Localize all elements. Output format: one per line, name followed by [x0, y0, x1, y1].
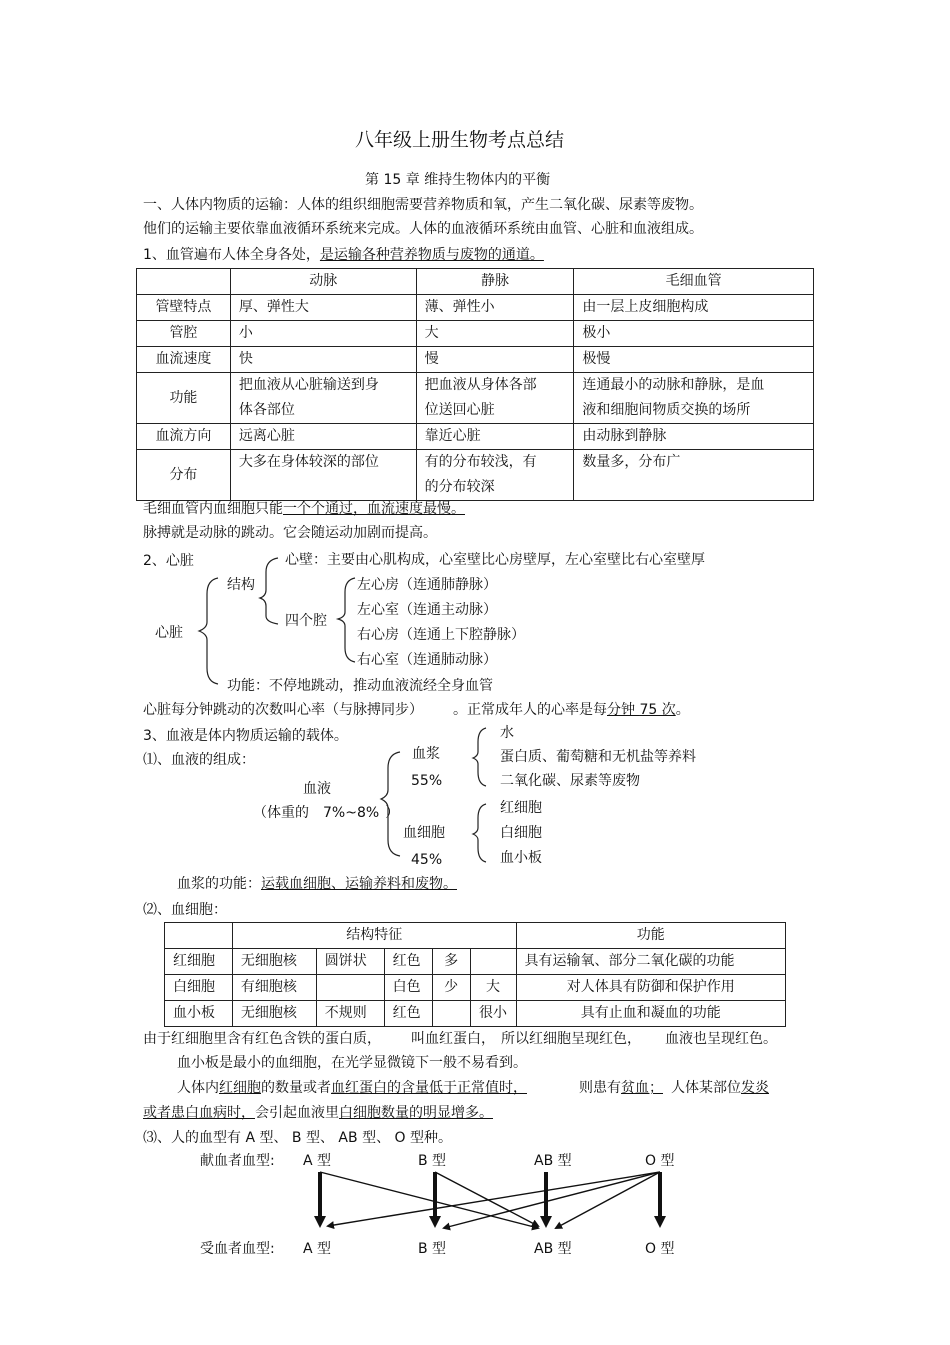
cells-heading: ⑵、血细胞：	[143, 902, 227, 918]
blood-cells-percent: 45%	[411, 852, 443, 868]
section-2-heading: 2、心脏	[143, 553, 194, 569]
brace-plasma	[473, 728, 486, 786]
artery-cell: 厚、弹性大	[230, 295, 416, 321]
cell-item: 红细胞	[500, 800, 542, 816]
chamber-item: 左心房（连通肺静脉）	[357, 577, 497, 593]
chamber-item: 右心房（连通上下腔静脉）	[357, 627, 525, 643]
artery-cell: 远离心脏	[230, 424, 416, 450]
table-row: 红细胞 无细胞核 圆饼状 红色 多 具有运输氧、部分二氧化碳的功能	[165, 949, 786, 975]
plasma-item: 蛋白质、葡萄糖和无机盐等养料	[500, 749, 696, 765]
recipient-type-b: B 型	[418, 1241, 447, 1257]
hemoglobin-note: 由于红细胞里含有红色含铁的蛋白质， 叫血红蛋白， 所以红细胞呈现红色， 血液也呈现红色。	[143, 1031, 777, 1047]
capillary-cell: 极小	[574, 321, 814, 347]
plasma-item: 二氧化碳、尿素等废物	[500, 773, 640, 789]
arrow-a-ab	[320, 1172, 538, 1228]
capillary-cell: 数量多，分布广	[574, 450, 814, 501]
plasma-label: 血浆	[412, 746, 440, 762]
row-label: 功能	[137, 373, 231, 424]
row-label: 分布	[137, 450, 231, 501]
donor-type-o: O 型	[645, 1153, 675, 1169]
artery-cell: 大多在身体较深的部位	[230, 450, 416, 501]
arrow-o-b	[444, 1172, 660, 1228]
anemia-line-2: 或者患白血病时，会引起血液里白细胞数量的明显增多。	[143, 1105, 493, 1121]
row-label: 血流方向	[137, 424, 231, 450]
anemia-line-1: 人体内红细胞的数量或者血红蛋白的含量低于正常值时， 则患有贫血； 人体某部位发炎	[177, 1080, 769, 1096]
vein-cell: 把血液从身体各部 位送回心脏	[416, 373, 574, 424]
intro-line-1: 一、人体内物质的运输：人体的组织细胞需要营养物质和氧，产生二氧化碳、尿素等废物。	[143, 197, 703, 213]
brace-heart-main	[199, 578, 218, 684]
header-structure: 结构特征	[232, 923, 516, 949]
heart-wall: 心壁：主要由心肌构成，心室壁比心房壁厚，左心室壁比右心室壁厚	[285, 552, 705, 568]
donor-type-ab: AB 型	[534, 1153, 572, 1169]
cell-item: 白细胞	[500, 825, 542, 841]
artery-cell: 快	[230, 347, 416, 373]
donor-type-a: A 型	[303, 1153, 332, 1169]
brace-heart-chambers	[338, 578, 355, 662]
vessel-header-artery: 动脉	[230, 269, 416, 295]
plasma-function: 血浆的功能：运载血细胞、运输养料和废物。	[177, 876, 457, 892]
heart-function: 功能：不停地跳动，推动血液流经全身血管	[227, 678, 493, 694]
capillary-cell: 连通最小的动脉和静脉，是血 液和细胞间物质交换的场所	[574, 373, 814, 424]
blood-types-line: ⑶、人的血型有 A 型、 B 型、 AB 型、 O 型种。	[143, 1130, 452, 1146]
intro-line-2: 他们的运输主要依靠血液循环系统来完成。人体的血液循环系统由血管、心脏和血液组成。	[143, 221, 703, 237]
header-function: 功能	[516, 923, 785, 949]
pulse-note: 脉搏就是动脉的跳动。它会随运动加剧而提高。	[143, 525, 437, 541]
brace-cells	[473, 804, 486, 862]
chamber-item: 右心室（连通肺动脉）	[357, 652, 497, 668]
vein-cell: 薄、弹性小	[416, 295, 574, 321]
section-1-prefix: 1、血管遍布人体全身各处，	[143, 247, 320, 263]
blood-weight: （体重的 7%~8% ）	[253, 805, 400, 821]
recipient-label: 受血者血型:	[200, 1241, 275, 1257]
blood-composition-heading: ⑴、血液的组成：	[143, 752, 255, 768]
artery-cell: 小	[230, 321, 416, 347]
arrow-b-ab	[435, 1172, 538, 1226]
chamber-item: 左心室（连通主动脉）	[357, 602, 497, 618]
plasma-percent: 55%	[411, 773, 443, 789]
vessel-header-vein: 静脉	[416, 269, 574, 295]
heart-label: 心脏	[155, 625, 183, 641]
platelet-note: 血小板是最小的血细胞，在光学显微镜下一般不易看到。	[177, 1055, 527, 1071]
blood-cells-label: 血细胞	[403, 825, 445, 841]
blood-label: 血液	[303, 781, 331, 797]
artery-cell: 把血液从心脏输送到身 体各部位	[230, 373, 416, 424]
table-row: 白细胞 有细胞核 白色 少 大 对人体具有防御和保护作用	[165, 975, 786, 1001]
brace-heart-structure	[260, 558, 278, 624]
vein-cell: 靠近心脏	[416, 424, 574, 450]
plasma-item: 水	[500, 725, 514, 741]
vessel-header-capillary: 毛细血管	[574, 269, 814, 295]
capillary-cell: 由一层上皮细胞构成	[574, 295, 814, 321]
vein-cell: 慢	[416, 347, 574, 373]
page-title: 八年级上册生物考点总结	[355, 129, 565, 151]
vein-cell: 大	[416, 321, 574, 347]
recipient-type-ab: AB 型	[534, 1241, 572, 1257]
recipient-type-o: O 型	[645, 1241, 675, 1257]
section-1-underlined: 是运输各种营养物质与废物的通道。	[319, 247, 544, 263]
heart-rate-note: 心脏每分钟跳动的次数叫心率（与脉搏同步） 。正常成年人的心率是每分钟 75 次。	[143, 702, 690, 718]
row-label: 管壁特点	[137, 295, 231, 321]
table-row: 血小板 无细胞核 不规则 红色 很小 具有止血和凝血的功能	[165, 1001, 786, 1027]
heart-structure: 结构	[227, 577, 255, 593]
donor-label: 献血者血型:	[200, 1153, 275, 1169]
vein-cell: 有的分布较浅，有 的分布较深	[416, 450, 574, 501]
section-3-heading: 3、血液是体内物质运输的载体。	[143, 728, 348, 744]
row-label: 血流速度	[137, 347, 231, 373]
row-label: 管腔	[137, 321, 231, 347]
donor-type-b: B 型	[418, 1153, 447, 1169]
chapter-heading: 第 15 章 维持生物体内的平衡	[365, 172, 551, 188]
recipient-type-a: A 型	[303, 1241, 332, 1257]
capillary-cell: 由动脉到静脉	[574, 424, 814, 450]
cell-item: 血小板	[500, 850, 542, 866]
capillary-note: 毛细血管内血细胞只能一个个通过，血流速度最慢。	[143, 501, 465, 517]
brace-blood	[381, 752, 400, 856]
capillary-cell: 极慢	[574, 347, 814, 373]
heart-four-chambers: 四个腔	[285, 613, 327, 629]
